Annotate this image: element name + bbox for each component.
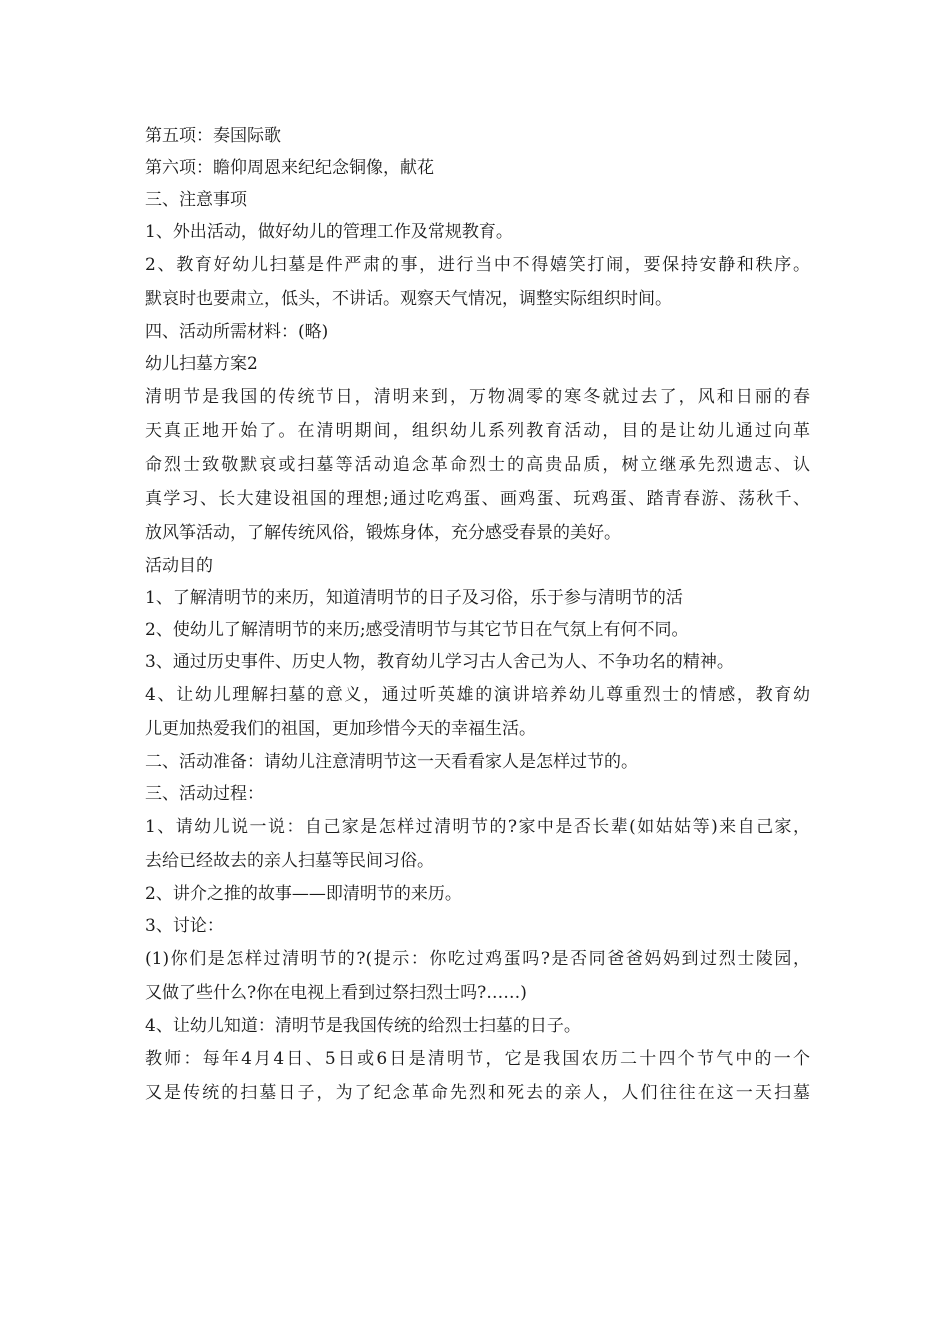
- text-line: 4、让幼儿知道：清明节是我国传统的给烈士扫墓的日子。: [145, 1016, 581, 1036]
- section-heading: 四、活动所需材料：(略): [145, 322, 329, 342]
- text-line: 第六项：瞻仰周恩来纪纪念铜像，献花: [145, 158, 434, 178]
- text-line: 2、讲介之推的故事——即清明节的来历。: [145, 884, 462, 904]
- text-line: 1、外出活动，做好幼儿的管理工作及常规教育。: [145, 222, 513, 242]
- text-line: 去给已经故去的亲人扫墓等民间习俗。: [145, 851, 434, 871]
- text-line: (1)你们是怎样过清明节的?(提示：你吃过鸡蛋吗?是否同爸爸妈妈到过烈士陵园，: [145, 949, 810, 969]
- section-heading: 活动目的: [145, 556, 213, 576]
- text-line: 天真正地开始了。在清明期间，组织幼儿系列教育活动，目的是让幼儿通过向革: [145, 421, 810, 441]
- text-line: 1、了解清明节的来历，知道清明节的日子及习俗，乐于参与清明节的活: [145, 588, 683, 608]
- text-line: 2、使幼儿了解清明节的来历;感受清明节与其它节日在气氛上有何不同。: [145, 620, 689, 640]
- text-line: 第五项：奏国际歌: [145, 126, 281, 146]
- text-line: 默哀时也要肃立，低头，不讲话。观察天气情况，调整实际组织时间。: [145, 289, 672, 309]
- text-line: 儿更加热爱我们的祖国，更加珍惜今天的幸福生活。: [145, 719, 536, 739]
- text-line: 放风筝活动，了解传统风俗，锻炼身体，充分感受春景的美好。: [145, 523, 621, 543]
- section-heading: 二、活动准备：请幼儿注意清明节这一天看看家人是怎样过节的。: [145, 752, 638, 772]
- text-line: 2、教育好幼儿扫墓是件严肃的事，进行当中不得嬉笑打闹，要保持安静和秩序。: [145, 255, 810, 275]
- document-title: 幼儿扫墓方案2: [145, 354, 258, 374]
- text-line: 4、让幼儿理解扫墓的意义，通过听英雄的演讲培养幼儿尊重烈士的情感，教育幼: [145, 685, 810, 705]
- document-body: [145, 120, 810, 1110]
- text-line: 1、请幼儿说一说：自己家是怎样过清明节的?家中是否长辈(如姑姑等)来自己家，: [145, 817, 810, 837]
- text-line: 教师：每年4月4日、5日或6日是清明节，它是我国农历二十四个节气中的一个: [145, 1049, 810, 1069]
- text-line: 清明节是我国的传统节日，清明来到，万物凋零的寒冬就过去了，风和日丽的春: [145, 387, 810, 407]
- text-line: 命烈士致敬默哀或扫墓等活动追念革命烈士的高贵品质，树立继承先烈遗志、认: [145, 455, 810, 475]
- text-line: 又是传统的扫墓日子，为了纪念革命先烈和死去的亲人，人们往往在这一天扫墓: [145, 1083, 810, 1103]
- section-heading: 三、活动过程：: [145, 784, 264, 804]
- text-line: 真学习、长大建设祖国的理想;通过吃鸡蛋、画鸡蛋、玩鸡蛋、踏青春游、荡秋千、: [145, 489, 810, 509]
- text-line: 3、通过历史事件、历史人物，教育幼儿学习古人舍己为人、不争功名的精神。: [145, 652, 734, 672]
- section-heading: 三、注意事项: [145, 190, 247, 210]
- text-line: 3、讨论：: [145, 916, 224, 936]
- text-line: 又做了些什么?你在电视上看到过祭扫烈士吗?……): [145, 983, 527, 1003]
